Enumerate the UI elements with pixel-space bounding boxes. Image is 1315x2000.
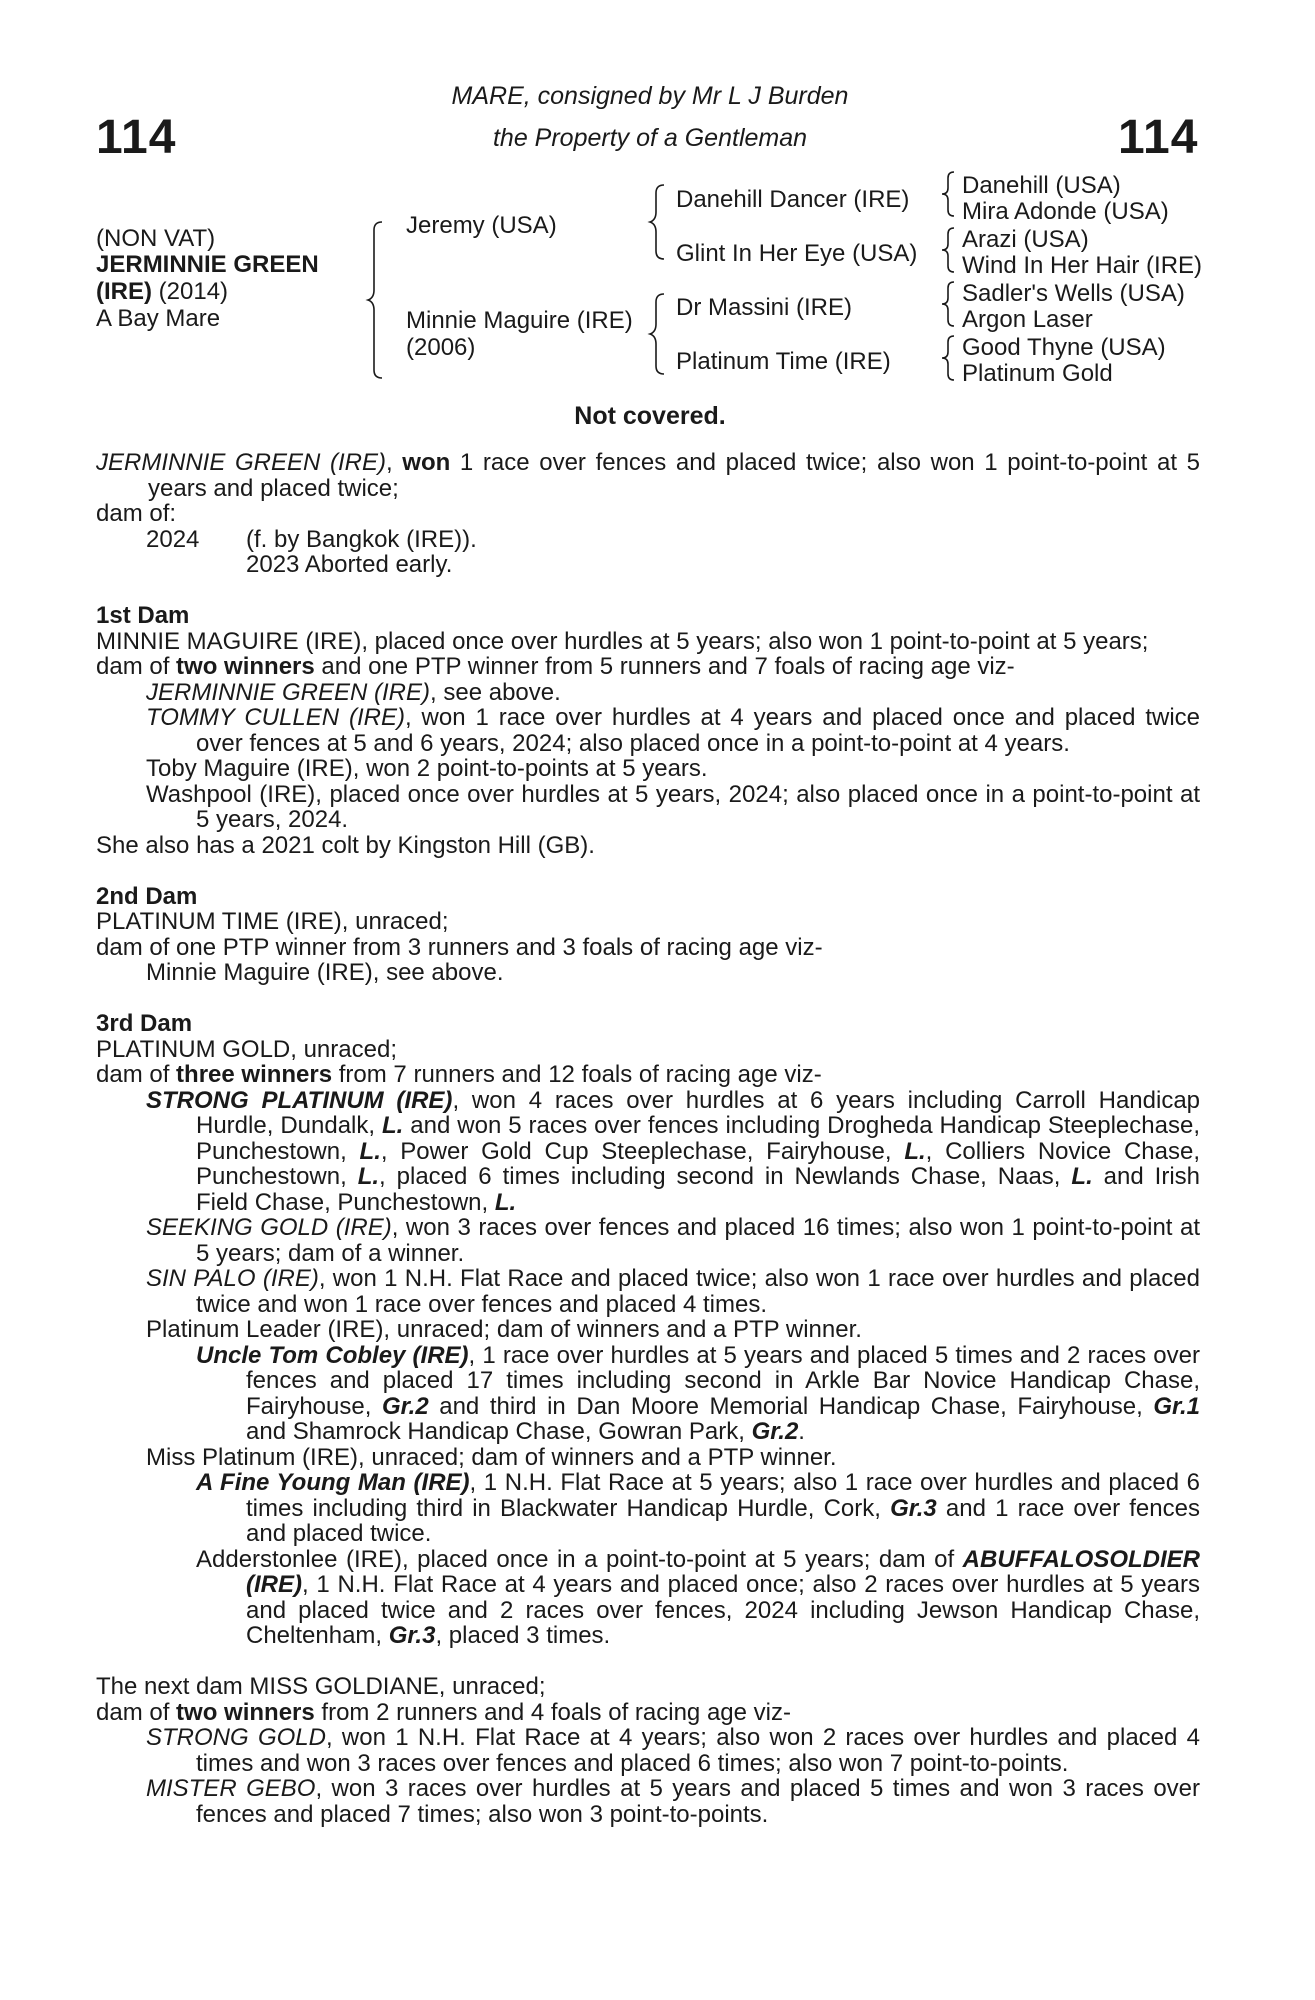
produce-2023: 2023 Aborted early. bbox=[246, 551, 453, 578]
progeny-name: Uncle Tom Cobley (IRE) bbox=[196, 1341, 469, 1369]
pedigree-bracket-g4 bbox=[942, 336, 958, 380]
progeny-text: and Shamrock Handicap Chase, Gowran Park, bbox=[246, 1418, 752, 1445]
pedigree-gg-2: Mira Adonde (USA) bbox=[962, 198, 1169, 225]
second-dam-produce-summary: dam of one PTP winner from 3 runners and 3 foals of racing age viz- bbox=[96, 933, 823, 961]
horse-summary-text: 1 race over fences and placed twice; also won 1 point-to-point at 5 years and placed twice; bbox=[148, 449, 1200, 502]
third-dam-progeny-3 bbox=[96, 1266, 1200, 1317]
progeny-name: SIN PALO (IRE) bbox=[146, 1265, 319, 1292]
produce-text: (f. by Bangkok (IRE)). bbox=[246, 525, 477, 553]
pedigree-bracket-g1 bbox=[942, 172, 958, 216]
second-dam-summary: PLATINUM TIME (IRE), unraced; bbox=[96, 908, 449, 935]
catalogue-body bbox=[96, 450, 1200, 1827]
lot-number-left: 114 bbox=[96, 111, 177, 164]
pedigree-dam-sire: Dr Massini (IRE) bbox=[676, 294, 853, 321]
progeny-text: , see above. bbox=[430, 678, 561, 706]
third-dam-grandprogeny-2 bbox=[96, 1470, 1200, 1547]
third-dam-progeny-5: Miss Platinum (IRE), unraced; dam of winners and a PTP winner. bbox=[146, 1443, 837, 1471]
listed-badge: L. bbox=[904, 1137, 926, 1165]
pedigree-bracket-g2 bbox=[942, 228, 958, 272]
separator: , bbox=[385, 449, 403, 476]
pedigree-dam-dam: Platinum Time (IRE) bbox=[676, 348, 891, 375]
progeny-text: , won 1 N.H. Flat Race and placed twice; also won 1 race over hurdles and placed twice and won 1 race over fences and placed 4 times. bbox=[196, 1265, 1200, 1318]
text: dam of bbox=[96, 1698, 177, 1726]
pedigree-bracket-main bbox=[368, 222, 388, 378]
winners-count: three winners bbox=[176, 1061, 333, 1088]
progeny-text: , placed 3 times. bbox=[435, 1622, 611, 1649]
next-dam-progeny-1 bbox=[96, 1725, 1200, 1776]
progeny-text: , won 1 race over hurdles at 4 years and placed once and placed twice over fences at 5 and 6 years, 2024; also placed once in a point-to-point at 4 years. bbox=[196, 704, 1200, 757]
horse-year: (2014) bbox=[158, 278, 229, 305]
pedigree-gg-7: Good Thyne (USA) bbox=[962, 334, 1166, 361]
progeny-text: , won 3 races over hurdles at 5 years and placed 5 times and won 3 races over fences and placed 7 times; also won 3 point-to-points. bbox=[196, 1775, 1201, 1828]
grade-badge: Gr.2 bbox=[751, 1418, 799, 1445]
first-dam-produce-summary bbox=[96, 654, 1200, 680]
lot-number-right: 114 bbox=[1118, 111, 1199, 164]
next-dam-produce-summary bbox=[96, 1700, 1200, 1726]
progeny-text: Adderstonlee (IRE), placed once in a point-to-point at 5 years; dam of bbox=[196, 1545, 963, 1573]
pedigree-sire-sire: Danehill Dancer (IRE) bbox=[676, 186, 910, 213]
pedigree-gg-6: Argon Laser bbox=[962, 306, 1093, 333]
progeny-text: , won 4 races over hurdles at 6 years including Carroll Handicap Hurdle, Dundalk, bbox=[196, 1086, 1201, 1139]
progeny-name: A Fine Young Man (IRE) bbox=[196, 1469, 470, 1496]
progeny-name: TOMMY CULLEN (IRE) bbox=[146, 704, 405, 731]
listed-badge: L. bbox=[359, 1137, 381, 1165]
text: and one PTP winner from 5 runners and 7 foals of racing age viz- bbox=[314, 653, 1015, 680]
listed-badge: L. bbox=[1071, 1163, 1093, 1190]
horse-summary bbox=[96, 450, 1200, 501]
pedigree-gg-8: Platinum Gold bbox=[962, 360, 1113, 387]
progeny-name: ABUFFALOSOLDIER (IRE) bbox=[246, 1545, 1200, 1598]
progeny-text: . bbox=[798, 1418, 805, 1445]
pedigree-bracket-g3 bbox=[942, 282, 958, 326]
progeny-text: , 1 race over hurdles at 5 years and placed 5 times and 2 races over fences and placed 17 times including second in Arkle Bar Novice Handicap Chase, Fairyhouse, bbox=[246, 1341, 1200, 1420]
pedigree-bracket-sire bbox=[650, 185, 670, 259]
progeny-text: and third in Dan Moore Memorial Handicap Chase, Fairyhouse, bbox=[428, 1392, 1154, 1420]
progeny-text: and won 5 races over fences including Drogheda Handicap Steeplechase, Punchestown, bbox=[196, 1112, 1200, 1165]
first-dam-also: She also has a 2021 colt by Kingston Hill (GB). bbox=[96, 831, 595, 859]
progeny-text: , 1 N.H. Flat Race at 5 years; also 1 race over hurdles and placed 6 times including third in Blackwater Handicap Hurdle, Cork, bbox=[246, 1469, 1200, 1522]
winners-count: two winners bbox=[176, 1698, 315, 1726]
pedigree-dam: Minnie Maguire (IRE) bbox=[406, 307, 633, 334]
horse-name: JERMINNIE GREEN bbox=[96, 251, 319, 278]
progeny-text: and 1 race over fences and placed twice. bbox=[246, 1494, 1200, 1547]
progeny-text: , won 3 races over fences and placed 16 times; also won 1 point-to-point at 5 years; dam of a winner. bbox=[196, 1214, 1200, 1267]
pedigree-sire: Jeremy (USA) bbox=[406, 212, 557, 239]
covering-status: Not covered. bbox=[574, 402, 726, 430]
horse-description: A Bay Mare bbox=[96, 305, 221, 332]
winners-count: two winners bbox=[176, 653, 315, 680]
horse-country: (IRE) bbox=[96, 278, 152, 305]
grade-badge: Gr.1 bbox=[1153, 1392, 1201, 1420]
property-line: the Property of a Gentleman bbox=[492, 124, 808, 152]
second-dam-progeny-1: Minnie Maguire (IRE), see above. bbox=[146, 959, 504, 986]
produce-2024 bbox=[96, 527, 1200, 553]
pedigree-gg-5: Sadler's Wells (USA) bbox=[962, 280, 1185, 307]
listed-badge: L. bbox=[494, 1188, 517, 1216]
progeny-text: , won 1 N.H. Flat Race at 4 years; also won 2 races over hurdles and placed 4 times and won 3 races over fences and placed 6 times; also won 7 point-to-points. bbox=[196, 1724, 1200, 1777]
third-dam-summary: PLATINUM GOLD, unraced; bbox=[96, 1035, 397, 1063]
first-dam-progeny-3: Toby Maguire (IRE), won 2 point-to-points at 5 years. bbox=[146, 755, 708, 782]
pedigree-gg-1: Danehill (USA) bbox=[962, 172, 1121, 199]
grade-badge: Gr.3 bbox=[388, 1622, 436, 1649]
horse-country-year bbox=[96, 278, 228, 306]
text: from 2 runners and 4 foals of racing age viz- bbox=[314, 1698, 791, 1726]
horse-summary-name: JERMINNIE GREEN (IRE) bbox=[96, 449, 386, 476]
third-dam-grandprogeny-3 bbox=[96, 1547, 1200, 1649]
progeny-text: , 1 N.H. Flat Race at 4 years and placed once; also 2 races over hurdles at 5 years and placed twice and 2 races over fences, 2024 including Jewson Handicap Chase, Cheltenham, bbox=[246, 1571, 1200, 1649]
listed-badge: L. bbox=[382, 1112, 404, 1139]
progeny-name: MISTER GEBO bbox=[146, 1775, 316, 1802]
pedigree-bracket-dam bbox=[650, 294, 670, 374]
progeny-text: , placed 6 times including second in Newlands Chase, Naas, bbox=[379, 1163, 1072, 1190]
progeny-text: , Colliers Novice Chase, Punchestown, bbox=[196, 1137, 1200, 1190]
first-dam-heading: 1st Dam bbox=[96, 602, 190, 629]
grade-badge: Gr.3 bbox=[890, 1494, 937, 1522]
produce-year: 2024 bbox=[146, 525, 200, 553]
first-dam-summary: MINNIE MAGUIRE (IRE), placed once over hurdles at 5 years; also won 1 point-to-point at 5 years; bbox=[96, 627, 1149, 655]
pedigree-gg-3: Arazi (USA) bbox=[962, 226, 1089, 253]
third-dam-progeny-1 bbox=[96, 1088, 1200, 1216]
third-dam-heading: 3rd Dam bbox=[96, 1010, 193, 1037]
won-label: won bbox=[402, 449, 451, 476]
next-dam-summary: The next dam MISS GOLDIANE, unraced; bbox=[96, 1673, 546, 1700]
dam-of-label: dam of: bbox=[96, 500, 177, 527]
third-dam-grandprogeny-1 bbox=[96, 1343, 1200, 1445]
next-dam-progeny-2 bbox=[96, 1776, 1200, 1827]
third-dam-progeny-2 bbox=[96, 1215, 1200, 1266]
consignor-line: MARE, consigned by Mr L J Burden bbox=[451, 82, 849, 110]
text: dam of bbox=[96, 1061, 177, 1088]
first-dam-progeny-2 bbox=[96, 705, 1200, 756]
vat-status: (NON VAT) bbox=[96, 225, 216, 252]
pedigree-gg-4: Wind In Her Hair (IRE) bbox=[962, 252, 1203, 279]
text: dam of bbox=[96, 653, 177, 680]
listed-badge: L. bbox=[357, 1163, 380, 1190]
pedigree-dam-year: (2006) bbox=[406, 334, 476, 361]
pedigree-sire-dam: Glint In Her Eye (USA) bbox=[676, 240, 918, 267]
third-dam-produce-summary bbox=[96, 1062, 1200, 1088]
third-dam-progeny-4: Platinum Leader (IRE), unraced; dam of winners and a PTP winner. bbox=[146, 1316, 862, 1343]
progeny-text: , Power Gold Cup Steeplechase, Fairyhouse, bbox=[380, 1137, 905, 1165]
progeny-name: STRONG GOLD bbox=[146, 1724, 326, 1751]
progeny-text: and Irish Field Chase, Punchestown, bbox=[196, 1163, 1201, 1216]
second-dam-heading: 2nd Dam bbox=[96, 882, 198, 910]
progeny-name: STRONG PLATINUM (IRE) bbox=[146, 1086, 453, 1114]
progeny-name: SEEKING GOLD (IRE) bbox=[146, 1214, 392, 1241]
text: from 7 runners and 12 foals of racing age viz- bbox=[332, 1061, 822, 1088]
progeny-name: JERMINNIE GREEN (IRE) bbox=[146, 678, 431, 706]
first-dam-progeny-1 bbox=[96, 680, 1200, 706]
first-dam-progeny-4: Washpool (IRE), placed once over hurdles at 5 years, 2024; also placed once in a point-to-point at 5 years, 2024. bbox=[146, 780, 1200, 833]
grade-badge: Gr.2 bbox=[381, 1392, 429, 1420]
